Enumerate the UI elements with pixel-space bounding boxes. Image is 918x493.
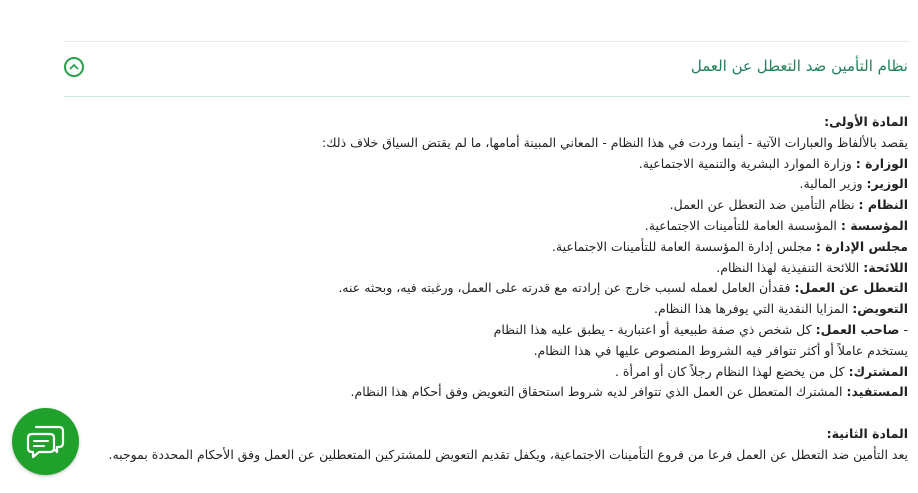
chevron-up-circle-icon[interactable] (64, 57, 84, 77)
definition-text: المشترك المتعطل عن العمل الذي تتوافر لديه شروط استحقاق التعويض وفق أحكام هذا النظام. (350, 384, 847, 400)
definition-term: صاحب العمل: (815, 321, 900, 337)
article-heading: المادة الأولى: (824, 114, 908, 129)
definition-item (88, 362, 908, 383)
definition-text: المؤسسة العامة للتأمينات الاجتماعية. (644, 217, 841, 233)
definition-text: وزير المالية. (799, 176, 867, 192)
chat-bubbles-icon (26, 424, 66, 460)
definition-item (88, 237, 908, 258)
definition-item (88, 278, 908, 299)
definition-continuation (88, 341, 908, 362)
chat-button[interactable] (12, 408, 79, 475)
definition-item (88, 216, 908, 237)
definition-text: وزارة الموارد البشرية والتنمية الاجتماعية. (638, 155, 856, 171)
article-text: يعد التأمين ضد التعطل عن العمل فرعا من فروع التأمينات الاجتماعية، ويكفل تقديم التعويض للمشتركين المتعطلين عن العمل وفق الأحكام المحددة بموجبه. (108, 446, 908, 462)
definition-term: المشترك: (848, 363, 908, 379)
paragraph-gap (88, 403, 908, 424)
definition-text: المزايا النقدية التي يوفرها هذا النظام. (654, 301, 853, 317)
definition-term: اللائحة: (863, 259, 908, 275)
accordion-title[interactable]: نظام التأمين ضد التعطل عن العمل (690, 57, 908, 75)
article-intro: يقصد بالألفاظ والعبارات الآتية - أينما وردت في هذا النظام - المعاني المبينة أمامها، ما لم يقتض السياق خلاف ذلك: (322, 134, 908, 150)
definition-item (88, 154, 908, 175)
definition-item (88, 382, 908, 403)
definition-term: الوزير: (866, 176, 908, 192)
definition-term: النظام : (858, 197, 908, 213)
definition-term: التعطل عن العمل: (794, 280, 908, 296)
definition-prefix: - (899, 321, 908, 337)
definition-text: نظام التأمين ضد التعطل عن العمل. (669, 197, 859, 213)
definition-text: كل من يخضع لهذا النظام رجلاً كان أو امرأة . (614, 363, 849, 379)
definition-text: يستخدم عاملاً أو أكثر تتوافر فيه الشروط المنصوص عليها في هذا النظام. (533, 342, 908, 358)
definition-text: مجلس إدارة المؤسسة العامة للتأمينات الاجتماعية. (551, 238, 816, 254)
definition-text: فقدأن العامل لعمله لسبب خارج عن إرادته مع قدرته على العمل، ورغبته فيه، وبحثه عنه. (338, 280, 795, 296)
definition-item (88, 320, 908, 341)
definition-term: مجلس الإدارة : (815, 238, 908, 254)
article-heading: المادة الثانية: (826, 425, 908, 441)
definition-text: اللائحة التنفيذية لهذا النظام. (716, 259, 864, 275)
definition-term: الوزارة : (855, 155, 908, 171)
accordion-header[interactable] (64, 42, 910, 97)
definition-item (88, 195, 908, 216)
accordion-content (88, 112, 908, 466)
definition-term: التعويض: (852, 301, 908, 317)
definition-text: كل شخص ذي صفة طبيعية أو اعتبارية - يطبق عليه هذا النظام (493, 321, 816, 337)
definition-item (88, 258, 908, 279)
definition-term: المستفيد: (846, 384, 908, 400)
definition-term: المؤسسة : (840, 217, 908, 233)
definition-item (88, 299, 908, 320)
definition-item (88, 174, 908, 195)
